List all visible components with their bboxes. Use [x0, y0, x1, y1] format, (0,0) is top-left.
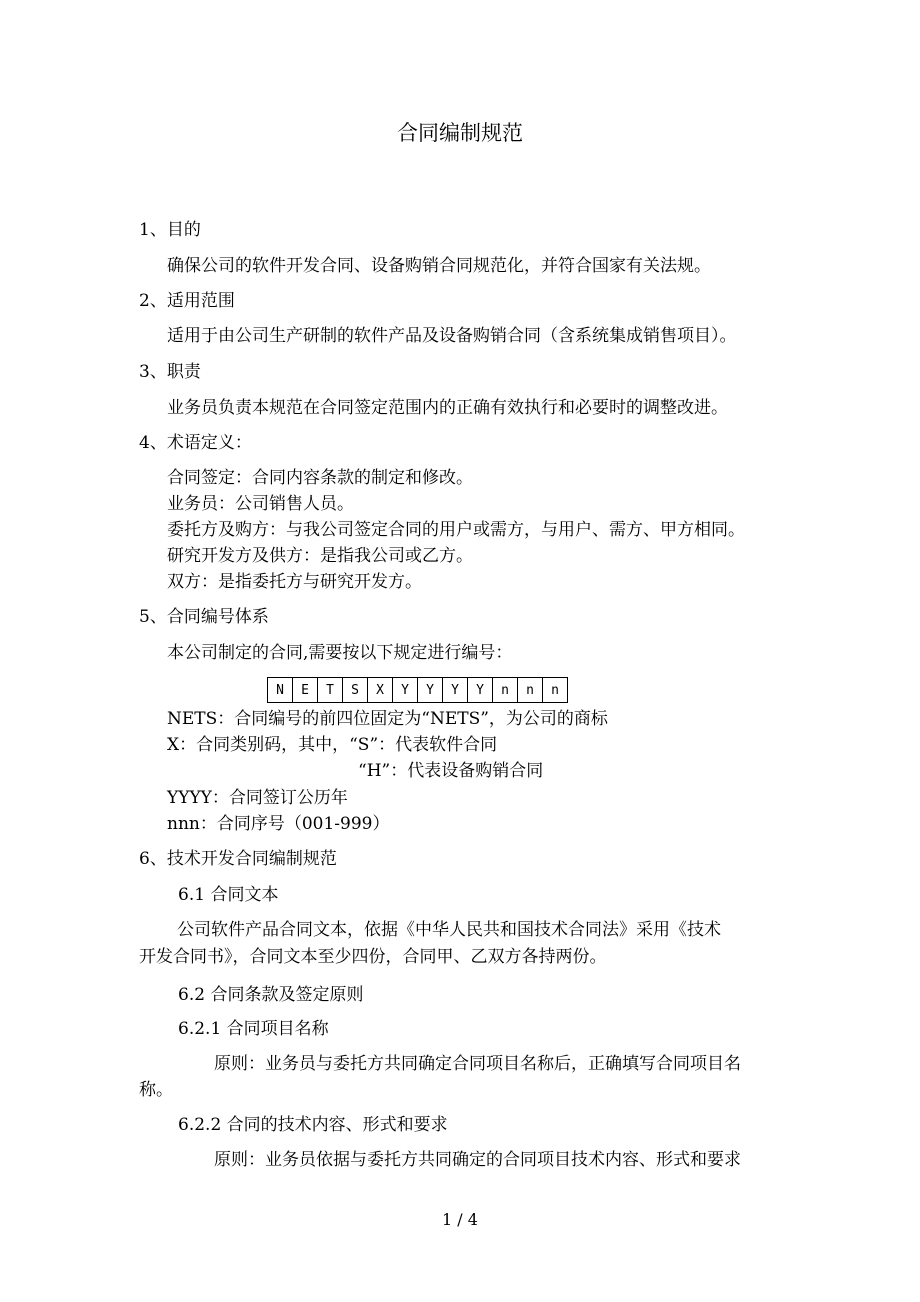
contract-code-table: [267, 677, 568, 703]
x-definition-h: “H”：代表设备购销合同: [358, 761, 544, 781]
term-line: 研究开发方及供方：是指我公司或乙方。: [167, 546, 473, 566]
section-5-intro: 本公司制定的合同,需要按以下规定进行编号：: [167, 643, 513, 663]
code-cell: n: [493, 678, 518, 703]
term-line: 业务员：公司销售人员。: [167, 494, 354, 514]
section-1-body: 确保公司的软件开发合同、设备购销合同规范化，并符合国家有关法规。: [167, 256, 711, 276]
section-6-1-heading: 6.1 合同文本: [178, 885, 279, 905]
code-cell: Y: [443, 678, 468, 703]
section-3-body: 业务员负责本规范在合同签定范围内的正确有效执行和必要时的调整改进。: [167, 398, 728, 418]
code-cell: Y: [393, 678, 418, 703]
code-cell: Y: [418, 678, 443, 703]
section-4-heading: 4、术语定义：: [139, 433, 252, 453]
page-number: 1 / 4: [442, 1210, 478, 1229]
code-cell: n: [518, 678, 543, 703]
yyyy-definition: YYYY：合同签订公历年: [167, 788, 348, 808]
code-cell: n: [543, 678, 568, 703]
section-3-heading: 3、职责: [139, 362, 201, 382]
code-cell: N: [268, 678, 293, 703]
code-cell: E: [293, 678, 318, 703]
code-cell: T: [318, 678, 343, 703]
section-2-body: 适用于由公司生产研制的软件产品及设备购销合同（含系统集成销售项目）。: [167, 326, 737, 346]
page-title: 合同编制规范: [397, 121, 523, 145]
section-6-2-1-text: 称。: [139, 1080, 173, 1100]
nets-definition: NETS：合同编号的前四位固定为“NETS”，为公司的商标: [167, 709, 608, 729]
code-cell: Y: [468, 678, 493, 703]
nnn-definition: nnn：合同序号（001-999）: [167, 814, 390, 834]
section-6-2-1-text: 原则：业务员与委托方共同确定合同项目名称后，正确填写合同项目名: [214, 1054, 741, 1074]
section-2-heading: 2、适用范围: [139, 291, 235, 311]
section-6-2-heading: 6.2 合同条款及签定原则: [178, 985, 364, 1005]
section-6-2-1-heading: 6.2.1 合同项目名称: [178, 1019, 329, 1039]
section-5-heading: 5、合同编号体系: [139, 607, 269, 627]
term-line: 委托方及购方：与我公司签定合同的用户或需方，与用户、需方、甲方相同。: [167, 520, 745, 540]
section-6-2-2-heading: 6.2.2 合同的技术内容、形式和要求: [178, 1115, 448, 1135]
section-6-2-2-text: 原则：业务员依据与委托方共同确定的合同项目技术内容、形式和要求: [214, 1150, 741, 1170]
code-cell: X: [368, 678, 393, 703]
term-line: 合同签定：合同内容条款的制定和修改。: [167, 468, 473, 488]
x-definition: X：合同类别码，其中，“S”：代表软件合同: [167, 735, 498, 755]
term-line: 双方：是指委托方与研究开发方。: [167, 572, 422, 592]
section-6-1-text: 公司软件产品合同文本，依据《中华人民共和国技术合同法》采用《技术: [177, 920, 721, 940]
code-cell: S: [343, 678, 368, 703]
section-6-1-text: 开发合同书》，合同文本至少四份，合同甲、乙双方各持两份。: [139, 947, 607, 967]
section-6-heading: 6、技术开发合同编制规范: [139, 849, 337, 869]
section-1-heading: 1、目的: [139, 220, 201, 240]
